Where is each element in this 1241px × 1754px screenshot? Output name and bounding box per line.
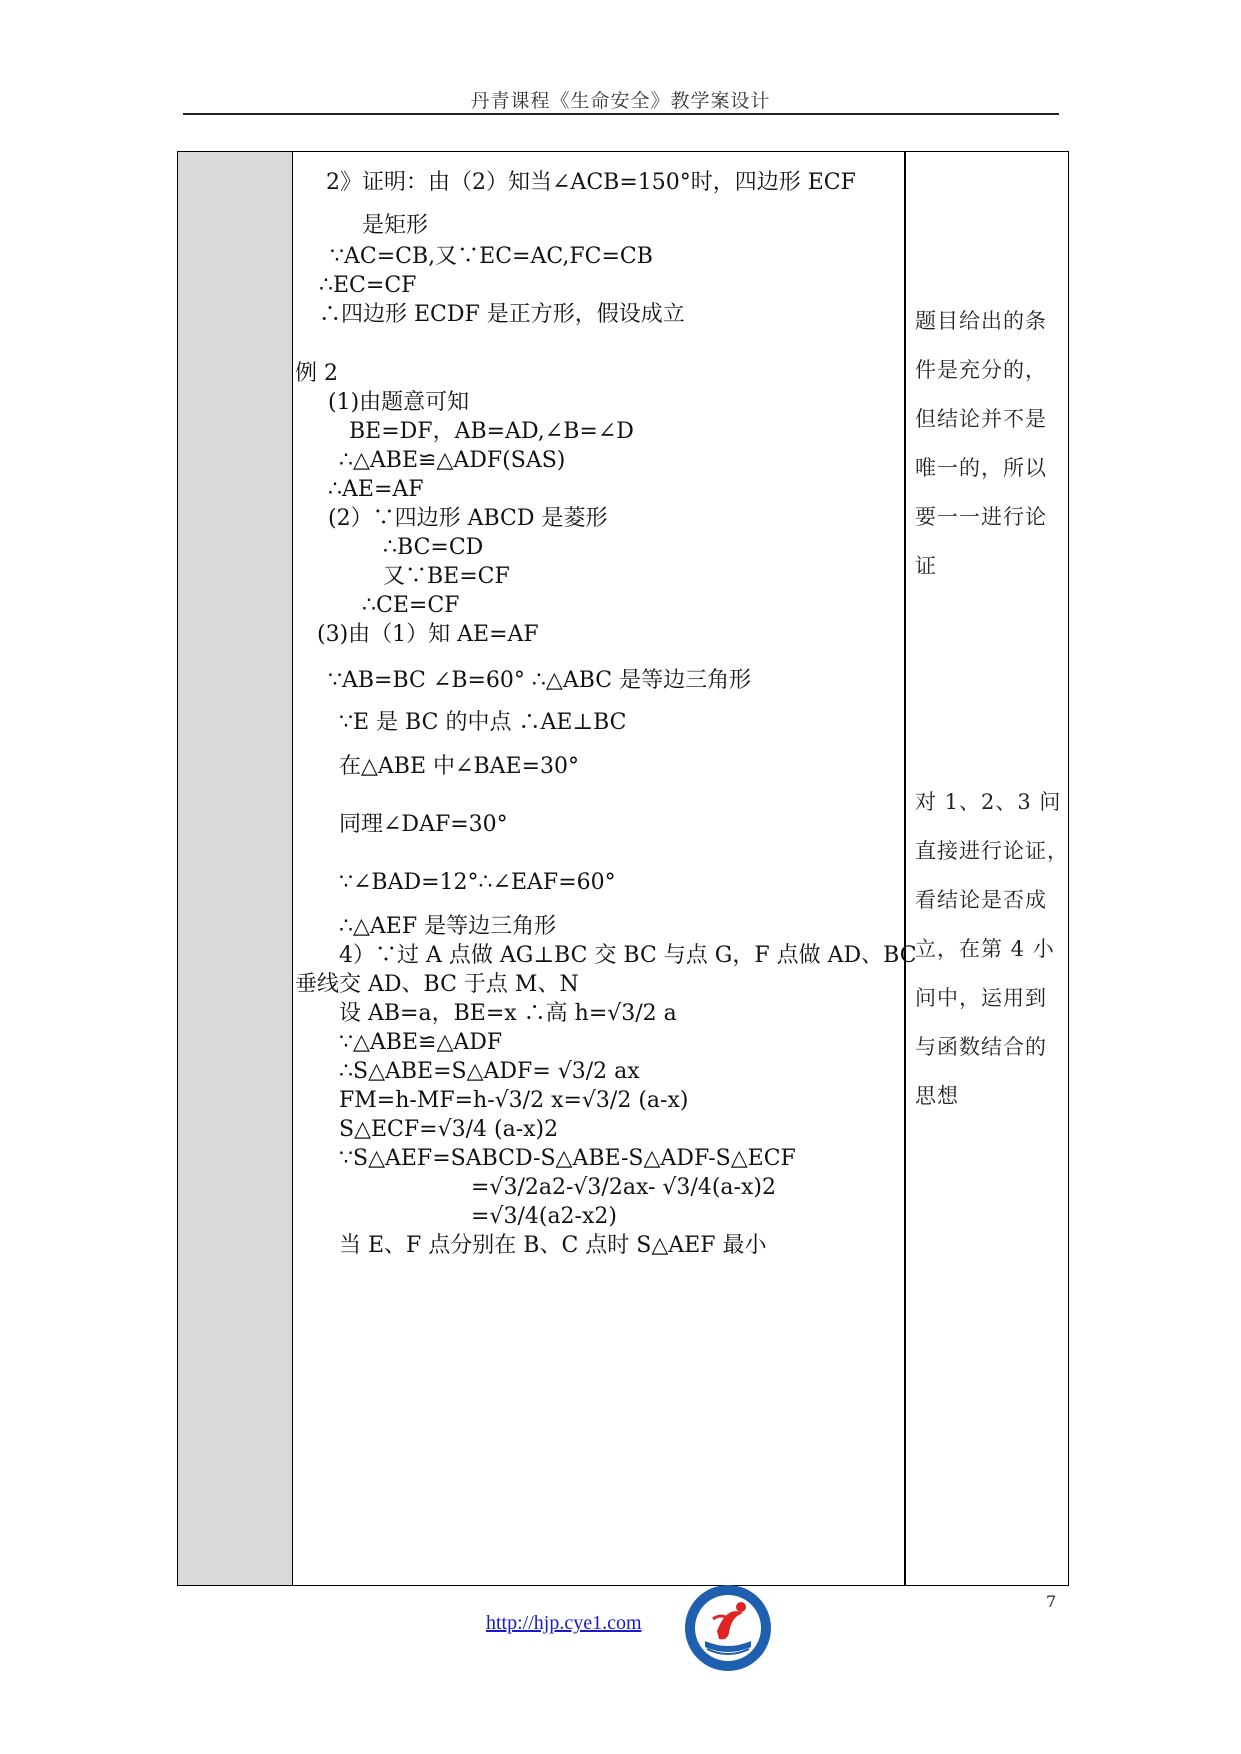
notes-column <box>906 152 1068 1585</box>
text-line: =√3/2a2-√3/2ax- √3/4(a-x)2 <box>471 1175 776 1200</box>
text-line: (3)由（1）知 AE=AF <box>317 622 539 647</box>
example-heading: 例 2 <box>295 361 338 386</box>
text-line: ∵E 是 BC 的中点 ∴AE⊥BC <box>339 710 627 735</box>
text-line: ∵△ABE≌△ADF <box>339 1030 503 1055</box>
footer-link[interactable]: http://hjp.cye1.com <box>486 1612 642 1634</box>
note-block-1 <box>915 297 1065 591</box>
note-line: 问中，运用到 <box>915 986 1047 1010</box>
text-line: 同理∠DAF=30° <box>339 812 508 837</box>
note-line: 思想 <box>915 1084 959 1108</box>
text-line: 垂线交 AD、BC 于点 M、N <box>295 972 579 997</box>
note-line: 与函数结合的 <box>915 1035 1047 1059</box>
note-line: 立，在第 4 小 <box>915 937 1055 961</box>
text-line: ∵AB=BC ∠B=60° ∴△ABC 是等边三角形 <box>328 668 752 693</box>
text-line: =√3/4(a2-x2) <box>471 1204 617 1229</box>
text-line: ∵∠BAD=12°∴∠EAF=60° <box>339 870 616 895</box>
text-line: ∴AE=AF <box>328 477 424 502</box>
text-line: BE=DF，AB=AD,∠B=∠D <box>349 419 634 444</box>
text-line: ∴BC=CD <box>383 535 484 560</box>
note-line: 直接进行论证， <box>915 839 1069 863</box>
note-line: 证 <box>915 554 937 578</box>
text-line: 2》证明：由（2）知当∠ACB=150°时，四边形 ECF <box>326 170 856 195</box>
text-line: (2）∵四边形 ABCD 是菱形 <box>328 506 608 531</box>
text-line: ∵AC=CB,又∵EC=AC,FC=CB <box>330 244 653 269</box>
note-block-2 <box>915 778 1069 1121</box>
note-line: 唯一的，所以 <box>915 456 1047 480</box>
text-line: 是矩形 <box>362 213 429 238</box>
text-line: ∴EC=CF <box>319 273 417 298</box>
text-line: ∴CE=CF <box>362 593 460 618</box>
text-line: 又∵BE=CF <box>383 564 510 589</box>
note-line: 对 1、2、3 问 <box>915 790 1062 814</box>
note-line: 要一一进行论 <box>915 505 1047 529</box>
note-line: 题目给出的条 <box>915 309 1047 333</box>
text-line: ∴四边形 ECDF 是正方形，假设成立 <box>319 302 685 327</box>
text-line: FM=h-MF=h-√3/2 x=√3/2 (a-x) <box>339 1088 689 1113</box>
note-line: 看结论是否成 <box>915 888 1047 912</box>
text-line: ∴△AEF 是等边三角形 <box>339 914 557 939</box>
text-line: ∵S△AEF=SABCD-S△ABE-S△ADF-S△ECF <box>339 1146 796 1171</box>
text-line: 在△ABE 中∠BAE=30° <box>339 754 580 779</box>
lesson-table <box>177 151 1069 1586</box>
text-line: S△ECF=√3/4 (a-x)2 <box>339 1117 559 1142</box>
text-line: (1)由题意可知 <box>328 390 470 415</box>
school-logo-icon <box>683 1583 773 1673</box>
text-line: 4）∵过 A 点做 AG⊥BC 交 BC 与点 G，F 点做 AD、BC <box>339 943 917 968</box>
solution-column <box>293 152 917 1585</box>
text-line: 设 AB=a，BE=x ∴高 h=√3/2 a <box>339 1001 677 1026</box>
page-header-title: 丹青课程《生命安全》教学案设计 <box>470 90 771 112</box>
text-line: ∴S△ABE=S△ADF= √3/2 ax <box>339 1059 640 1084</box>
note-line: 件是充分的， <box>915 358 1047 382</box>
left-gray-column <box>178 152 293 1585</box>
text-line: 当 E、F 点分别在 B、C 点时 S△AEF 最小 <box>339 1233 767 1258</box>
note-line: 但结论并不是 <box>915 407 1047 431</box>
text-line: ∴△ABE≌△ADF(SAS) <box>339 448 566 473</box>
page-number: 7 <box>1046 1592 1057 1611</box>
header-divider <box>183 113 1059 115</box>
